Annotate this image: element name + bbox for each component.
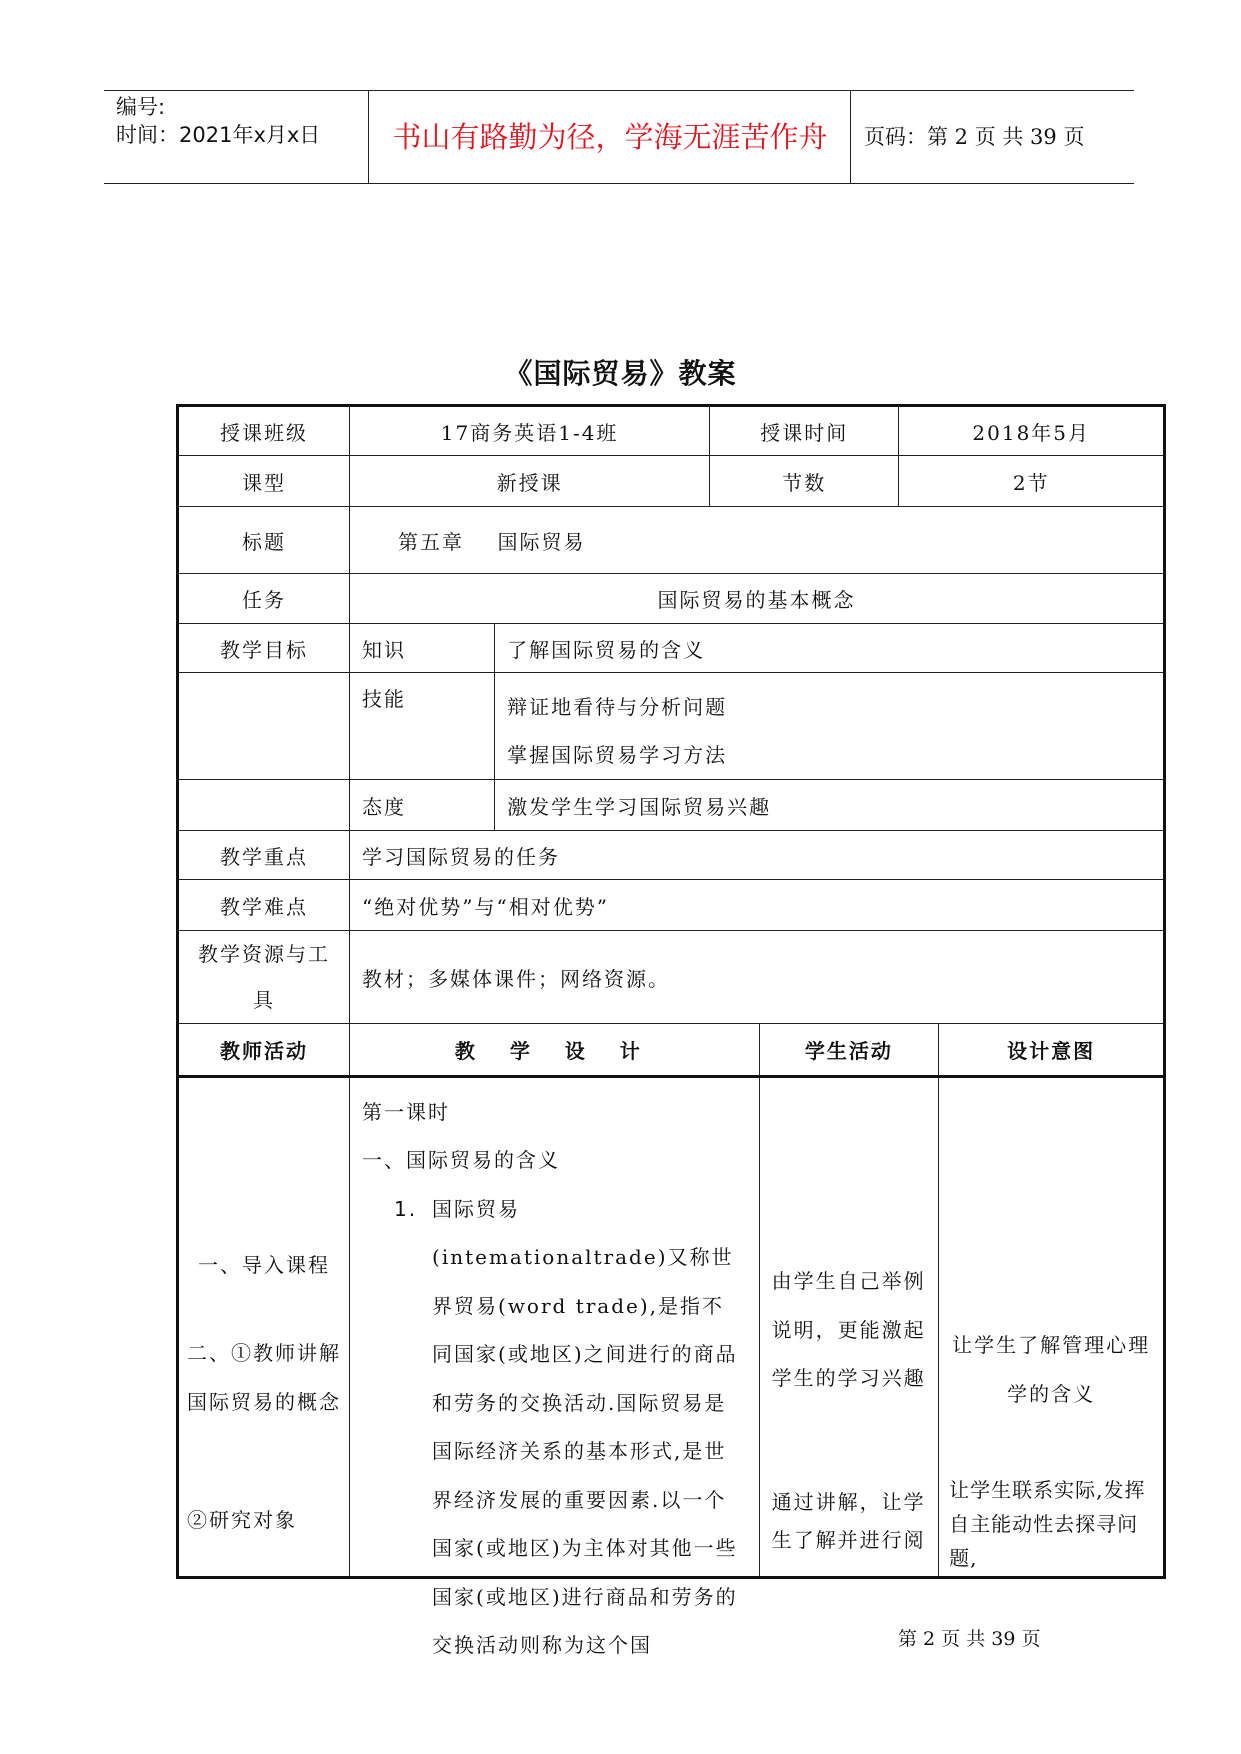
document-title: 《国际贸易》教案: [504, 357, 737, 390]
task-label: 任务: [178, 574, 350, 624]
point-number: 1.: [394, 1196, 418, 1221]
document-number-label: 编号:: [116, 95, 166, 119]
student-activity-cell: [759, 1077, 939, 1578]
skill-values: [495, 673, 1165, 780]
teacher-activity-item: ②研究对象: [187, 1508, 297, 1532]
header-motto: 书山有路勤为径，学海无涯苦作舟: [392, 120, 828, 154]
design-point: [362, 1185, 747, 1657]
point-text: 国际贸易(intemationaltrade)又称世界贸易(word trade),是指不同国家(或地区)之间进行的商品和劳务的交换活动.国际贸易是国际经济关系的基本形式,是世界经济发展的重要因素.以一个国家(或地区)为主体对其他一些国家(或地区)进行商品和劳务的交换活动则称为这个国: [432, 1196, 738, 1657]
header-divider: [368, 91, 369, 183]
intent-item: 让学生了解管理心理学的含义: [952, 1333, 1151, 1406]
time-value: 2018年5月: [899, 406, 1165, 456]
teacher-activity-item: 一、导入课程: [198, 1253, 330, 1277]
resources-label: 教学资源与工具: [178, 931, 350, 1024]
type-value: 新授课: [350, 456, 710, 507]
student-activity-item: 通过讲解，让学生了解并进行阅: [771, 1490, 926, 1552]
time-label: 授课时间: [710, 406, 899, 456]
goal-label: 教学目标: [178, 624, 350, 673]
info-row: [178, 507, 1165, 574]
intent-cell: [939, 1077, 1165, 1578]
title-value: 第五章 国际贸易: [350, 507, 1165, 574]
goal-row: [178, 780, 1165, 831]
info-row: [178, 406, 1165, 456]
lesson-body-row: [178, 1077, 1165, 1578]
intent-header: 设计意图: [939, 1024, 1165, 1077]
class-label: 授课班级: [178, 406, 350, 456]
goal-row: [178, 624, 1165, 673]
header-divider: [850, 91, 851, 183]
student-activity-header: 学生活动: [759, 1024, 939, 1077]
focus-label: 教学重点: [178, 831, 350, 880]
task-value: 国际贸易的基本概念: [350, 574, 1165, 624]
footer-page-number: 第 2 页 共 39 页: [898, 1628, 1041, 1650]
difficulty-value: “绝对优势”与“相对优势”: [350, 880, 1165, 931]
resources-value: 教材；多媒体课件；网络资源。: [350, 931, 1165, 1024]
class-value: 17商务英语1-4班: [350, 406, 710, 456]
attitude-value: 激发学生学习国际贸易兴趣: [495, 780, 1165, 831]
focus-value: 学习国际贸易的任务: [350, 831, 1165, 880]
document-date-label: 时间：2021年x月x日: [116, 123, 321, 147]
teacher-activity-header: 教师活动: [178, 1024, 350, 1077]
title-label: 标题: [178, 507, 350, 574]
student-activity-item: 由学生自己举例说明，更能激起学生的学习兴趣: [771, 1269, 926, 1391]
difficulty-label: 教学难点: [178, 880, 350, 931]
attitude-label: 态度: [350, 780, 495, 831]
lesson-period: 第一课时: [362, 1099, 451, 1124]
knowledge-label: 知识: [350, 624, 495, 673]
info-row: [178, 880, 1165, 931]
column-header-row: [178, 1024, 1165, 1077]
skill-label: 技能: [350, 673, 495, 780]
header-meta: [116, 93, 364, 149]
knowledge-value: 了解国际贸易的含义: [495, 624, 1165, 673]
header-page-number: 页码：第 2 页 共 39 页: [864, 125, 1085, 149]
design-cell: [350, 1077, 760, 1657]
info-row: [178, 931, 1165, 1024]
design-header: 教 学 设 计: [350, 1024, 760, 1077]
page-header: [104, 90, 1134, 184]
type-label: 课型: [178, 456, 350, 507]
skill-value: 辩证地看待与分析问题: [507, 695, 728, 719]
teacher-activity-item: 二、①教师讲解国际贸易的概念: [187, 1341, 341, 1414]
intent-item: 让学生联系实际,发挥自主能动性去探寻问题,: [949, 1478, 1146, 1570]
spacer: [187, 1290, 341, 1329]
section-title: 一、国际贸易的含义: [362, 1148, 561, 1172]
goal-row: [178, 673, 1165, 780]
info-row: [178, 574, 1165, 624]
info-row: [178, 831, 1165, 880]
skill-value: 掌握国际贸易学习方法: [507, 743, 728, 767]
goal-empty-cell: [178, 673, 350, 780]
teacher-activity-cell: [178, 1077, 350, 1578]
periods-value: 2节: [899, 456, 1165, 507]
goal-empty-cell: [178, 780, 350, 831]
info-row: [178, 456, 1165, 507]
periods-label: 节数: [710, 456, 899, 507]
